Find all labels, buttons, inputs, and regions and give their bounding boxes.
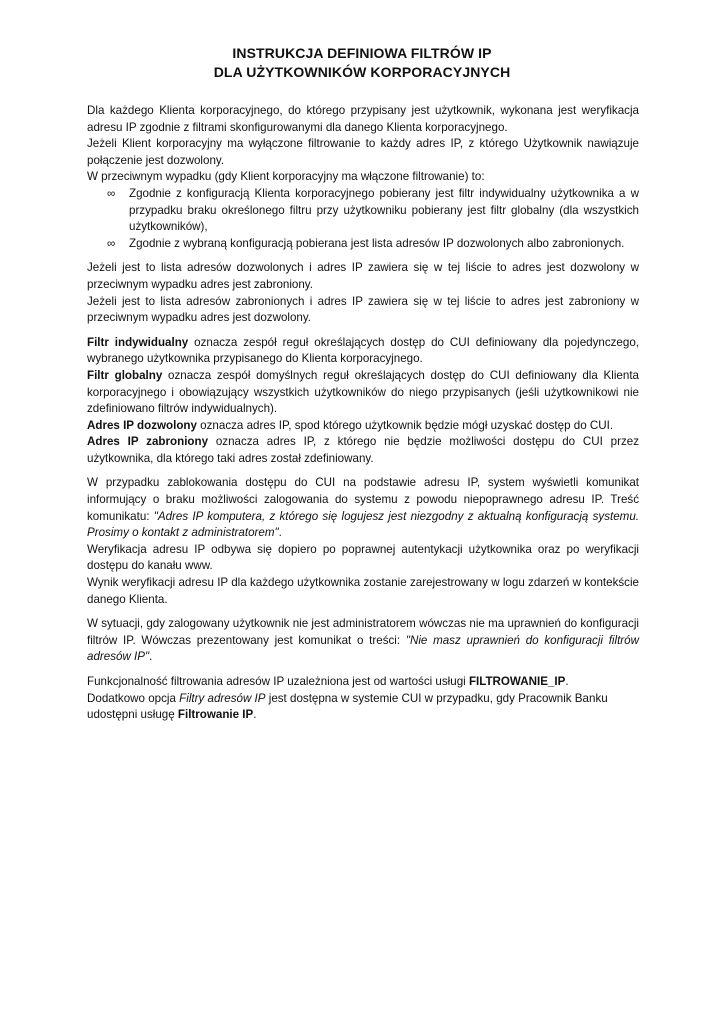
term-allowed-ip: Adres IP dozwolony — [87, 418, 197, 432]
forbidden-list-rule: Jeżeli jest to lista adresów zabronionych i adres IP zawiera się w tej liście to adres jest zabroniony w przeciwnym wypadku adres jest dozwolony. — [87, 294, 639, 325]
document-title — [0, 44, 724, 82]
intro-paragraph-3: W przeciwnym wypadku (gdy Klient korporacyjny ma włączone filtrowanie) to: — [87, 170, 485, 184]
functionality-paragraph-2 — [87, 691, 639, 724]
non-admin-end: . — [149, 650, 153, 664]
definition-forbidden-ip — [87, 434, 639, 467]
term-forbidden-ip: Adres IP zabroniony — [87, 435, 209, 449]
bullet-text: Zgodnie z konfiguracją Klienta korporacyjnego pobierany jest filtr indywidualny użytkownika a w przypadku braku określonego filtru przy użytkowniku pobierany jest filtr globalny (dla wszystkich użytkowników), — [129, 186, 639, 234]
log-paragraph: Wynik weryfikacji adresu IP dla każdego użytkownika zostanie zarejestrowany w logu zdarzeń w kontekście danego Klienta. — [87, 576, 639, 606]
functionality-paragraph-1 — [87, 674, 639, 691]
bullet-text: Zgodnie z wybraną konfiguracją pobierana jest lista adresów IP dozwolonych albo zabronionych. — [129, 236, 625, 250]
definition-allowed-ip — [87, 418, 639, 435]
document-body — [87, 103, 639, 724]
definition-text: oznacza adres IP, spod którego użytkownik będzie mógł uzyskać dostęp do CUI. — [196, 418, 614, 432]
service-name-2: Filtrowanie IP — [177, 708, 254, 722]
filter-bullet-list — [87, 186, 639, 252]
definition-text: oznacza adres IP, z którego nie będzie możliwości dostępu do CUI przez użytkownika, dla którego taki adres został zdefiniowany. — [87, 435, 639, 465]
intro-section — [87, 103, 639, 252]
service-name: FILTROWANIE_IP — [468, 675, 566, 688]
definition-global-filter — [87, 368, 639, 418]
blocking-section — [87, 475, 639, 608]
functionality-text: jest dostępna w systemie CUI w przypadku, gdy Pracownik Banku udostępni usługę — [87, 691, 608, 722]
list-rules-section — [87, 260, 639, 326]
functionality-text: Funkcjonalność filtrowania adresów IP uzależniona jest od wartości usługi — [87, 675, 469, 688]
functionality-end: . — [565, 675, 569, 688]
blocking-paragraph — [87, 475, 639, 541]
blocking-text: W przypadku zablokowania dostępu do CUI na podstawie adresu IP, system wyświetli komunikat informujący o braku możliwości zalogowania do systemu z powodu niepoprawnego adresu IP. Treść komunikatu: — [87, 476, 639, 523]
blocking-message: "Adres IP komputera, z którego się logujesz jest niezgodny z aktualną konfiguracją systemu. Prosimy o kontakt z administratorem" — [87, 509, 639, 540]
title-line-1: INSTRUKCJA DEFINIOWA FILTRÓW IP — [232, 45, 492, 61]
definition-individual-filter — [87, 335, 639, 368]
functionality-text: Dodatkowo opcja — [87, 691, 180, 705]
infinity-bullet-icon: ∞ — [107, 186, 116, 200]
functionality-end: . — [253, 708, 257, 722]
definition-text: oznacza zespół domyślnych reguł określających dostęp do CUI definiowany dla Klienta korporacyjnego i obowiązujący wszystkich użytkowników do niego przypisanych (jeśli użytkownikowi nie zdefiniowano filtrów indywidualnych). — [87, 368, 639, 416]
non-admin-paragraph — [87, 616, 639, 666]
option-name: Filtry adresów IP — [179, 691, 266, 705]
term-global-filter: Filtr globalny — [87, 368, 163, 382]
allowed-list-rule: Jeżeli jest to lista adresów dozwolonych i adres IP zawiera się w tej liście to adres jest dozwolony w przeciwnym wypadku adres jest zabroniony. — [87, 261, 639, 291]
infinity-bullet-icon: ∞ — [107, 236, 116, 250]
definitions-section — [87, 335, 639, 468]
title-line-2: DLA UŻYTKOWNIKÓW KORPORACYJNYCH — [213, 64, 511, 80]
blocking-end: . — [278, 526, 282, 540]
definition-text: oznacza zespół reguł określających dostęp do CUI definiowany dla pojedynczego, wybranego użytkownika przypisanego do Klienta korporacyjnego. — [87, 335, 639, 366]
term-individual-filter: Filtr indywidualny — [87, 335, 189, 349]
functionality-section — [87, 674, 639, 724]
intro-paragraph-1: Dla każdego Klienta korporacyjnego, do którego przypisany jest użytkownik, wykonana jest weryfikacja adresu IP zgodnie z filtrami skonfigurowanymi dla danego Klienta korporacyjnego. — [87, 104, 639, 134]
intro-paragraph-2: Jeżeli Klient korporacyjny ma wyłączone filtrowanie to każdy adres IP, z którego Użytkownik nawiązuje połączenie jest dozwolony. — [87, 137, 639, 167]
non-admin-section — [87, 616, 639, 666]
list-item — [87, 186, 639, 236]
non-admin-text: W sytuacji, gdy zalogowany użytkownik nie jest administratorem wówczas nie ma uprawnień do konfiguracji filtrów IP. Wówczas prezentowany jest komunikat o treści: — [87, 617, 639, 647]
verification-paragraph: Weryfikacja adresu IP odbywa się dopiero po poprawnej autentykacji użytkownika oraz po weryfikacji dostępu do kanału www. — [87, 542, 639, 573]
non-admin-message: "Nie masz uprawnień do konfiguracji filtrów adresów IP" — [87, 633, 639, 664]
list-item — [87, 236, 639, 253]
